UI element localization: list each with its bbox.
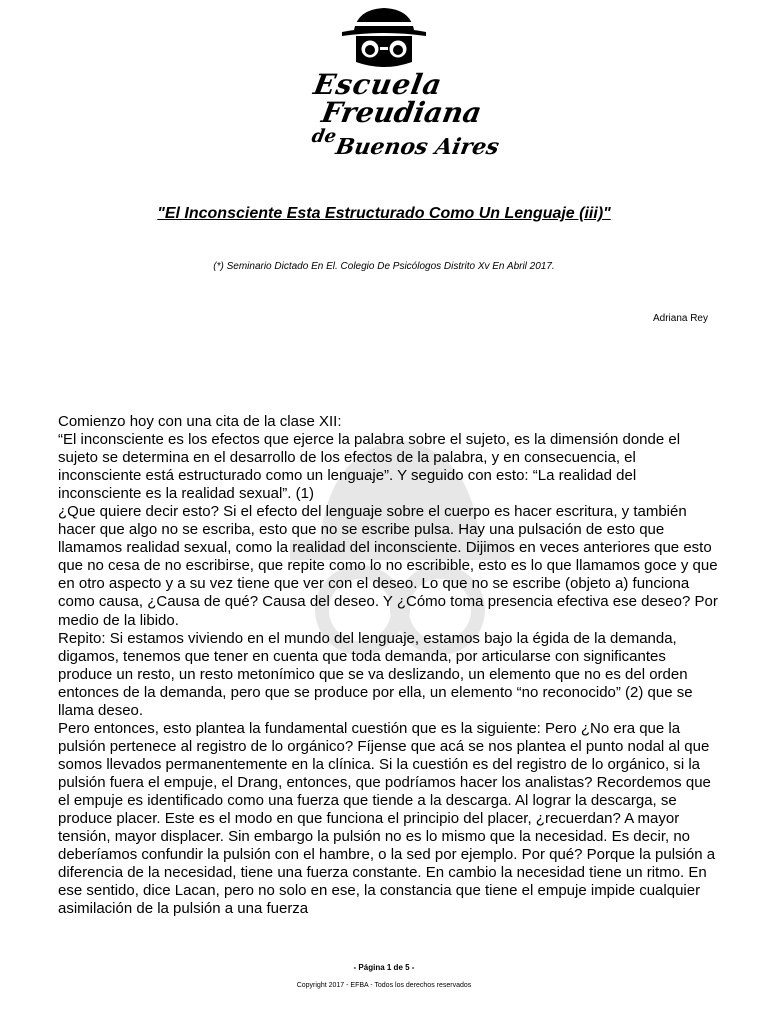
document-body <box>58 413 718 918</box>
document-subtitle: (*) Seminario Dictado En El. Colegio De Psicólogos Distrito Xv En Abril 2017. <box>213 261 555 272</box>
efba-logo <box>300 6 501 164</box>
page-number: - Página 1 de 5 - <box>353 963 415 972</box>
document-author: Adriana Rey <box>652 313 708 324</box>
hat-glasses-logo-icon <box>340 6 428 70</box>
copyright-notice: Copyright 2017 - EFBA - Todos los derechos reservados <box>296 982 472 989</box>
body-paragraph: Comienzo hoy con una cita de la clase XII: <box>58 413 342 430</box>
logo-line-de: de <box>310 126 338 147</box>
body-paragraph: Repito: Si estamos viviendo en el mundo del lenguaje, estamos bajo la égida de la demanda, digamos, tenemos que tener en cuenta que toda demanda, por articularse con significantes produce un resto, un resto metonímico que se va deslizando, un elemento que no es del orden entonces de la demanda, pero que se produce por ella, un elemento “no reconocido” (2) que se llama deseo. <box>58 629 693 719</box>
body-paragraph: Pero entonces, esto plantea la fundamental cuestión que es la siguiente: Pero ¿No era que la pulsión pertenece al registro de lo orgánico? Fíjense que acá se nos plantea el punto nodal al que somos llevados permanentemente en la clínica. Si la cuestión es del registro de lo orgánico, si la pulsión fuera el empuje, el Drang, entonces, que podríamos hacer los analistas? Recordemos que el empuje es identificado como una fuerza que tiende a la descarga. Al lograr la descarga, se produce placer. Este es el modo en que funciona el principio del placer, ¿recuerdan? A mayor tensión, mayor displacer. Sin embargo la pulsión no es lo mismo que la necesidad. Es decir, no deberíamos confundir la pulsión con el hambre, o la sed por ejemplo. Por qué? Porque la pulsión a diferencia de la necesidad, tiene una fuerza constante. En cambio la necesidad tiene un ritmo. En ese sentido, dice Lacan, pero no solo en ese, la constancia que tiene el empuje impide cualquier asimilación de la pulsión a una fuerza <box>58 719 716 918</box>
body-paragraph: “El inconsciente es los efectos que ejerce la palabra sobre el sujeto, es la dimensión donde el sujeto se determina en el desarrollo de los efectos de la palabra, y en consecuencia, el inconsciente está estructurado como un lenguaje”. Y seguido con esto: “La realidad del inconsciente es la realidad sexual”. (1) <box>58 431 681 503</box>
document-title: "El Inconsciente Esta Estructurado Como Un Lenguaje (iii)" <box>157 205 611 222</box>
logo-line-freudiana: Freudiana <box>319 96 485 129</box>
logo-line-escuela: Escuela <box>311 68 446 101</box>
logo-line-buenos-aires: Buenos Aires <box>333 134 501 160</box>
body-paragraph: ¿Que quiere decir esto? Si el efecto del lenguaje sobre el cuerpo es hacer escritura, y también hacer que algo no se escriba, esto que no se escribe pulsa. Hay una pulsación de esto que llamamos realidad sexual, como la realidad del inconsciente. Dijimos en veces anteriores que esto que no cesa de no escribirse, que repite como lo no escribible, esto es lo que llamamos goce y que en otro aspecto y a su vez tiene que ver con el deseo. Lo que no se escribe (objeto a) funciona como causa, ¿Causa de qué? Causa del deseo. Y ¿Cómo toma presencia efectiva ese deseo? Por medio de la libido. <box>58 503 718 629</box>
